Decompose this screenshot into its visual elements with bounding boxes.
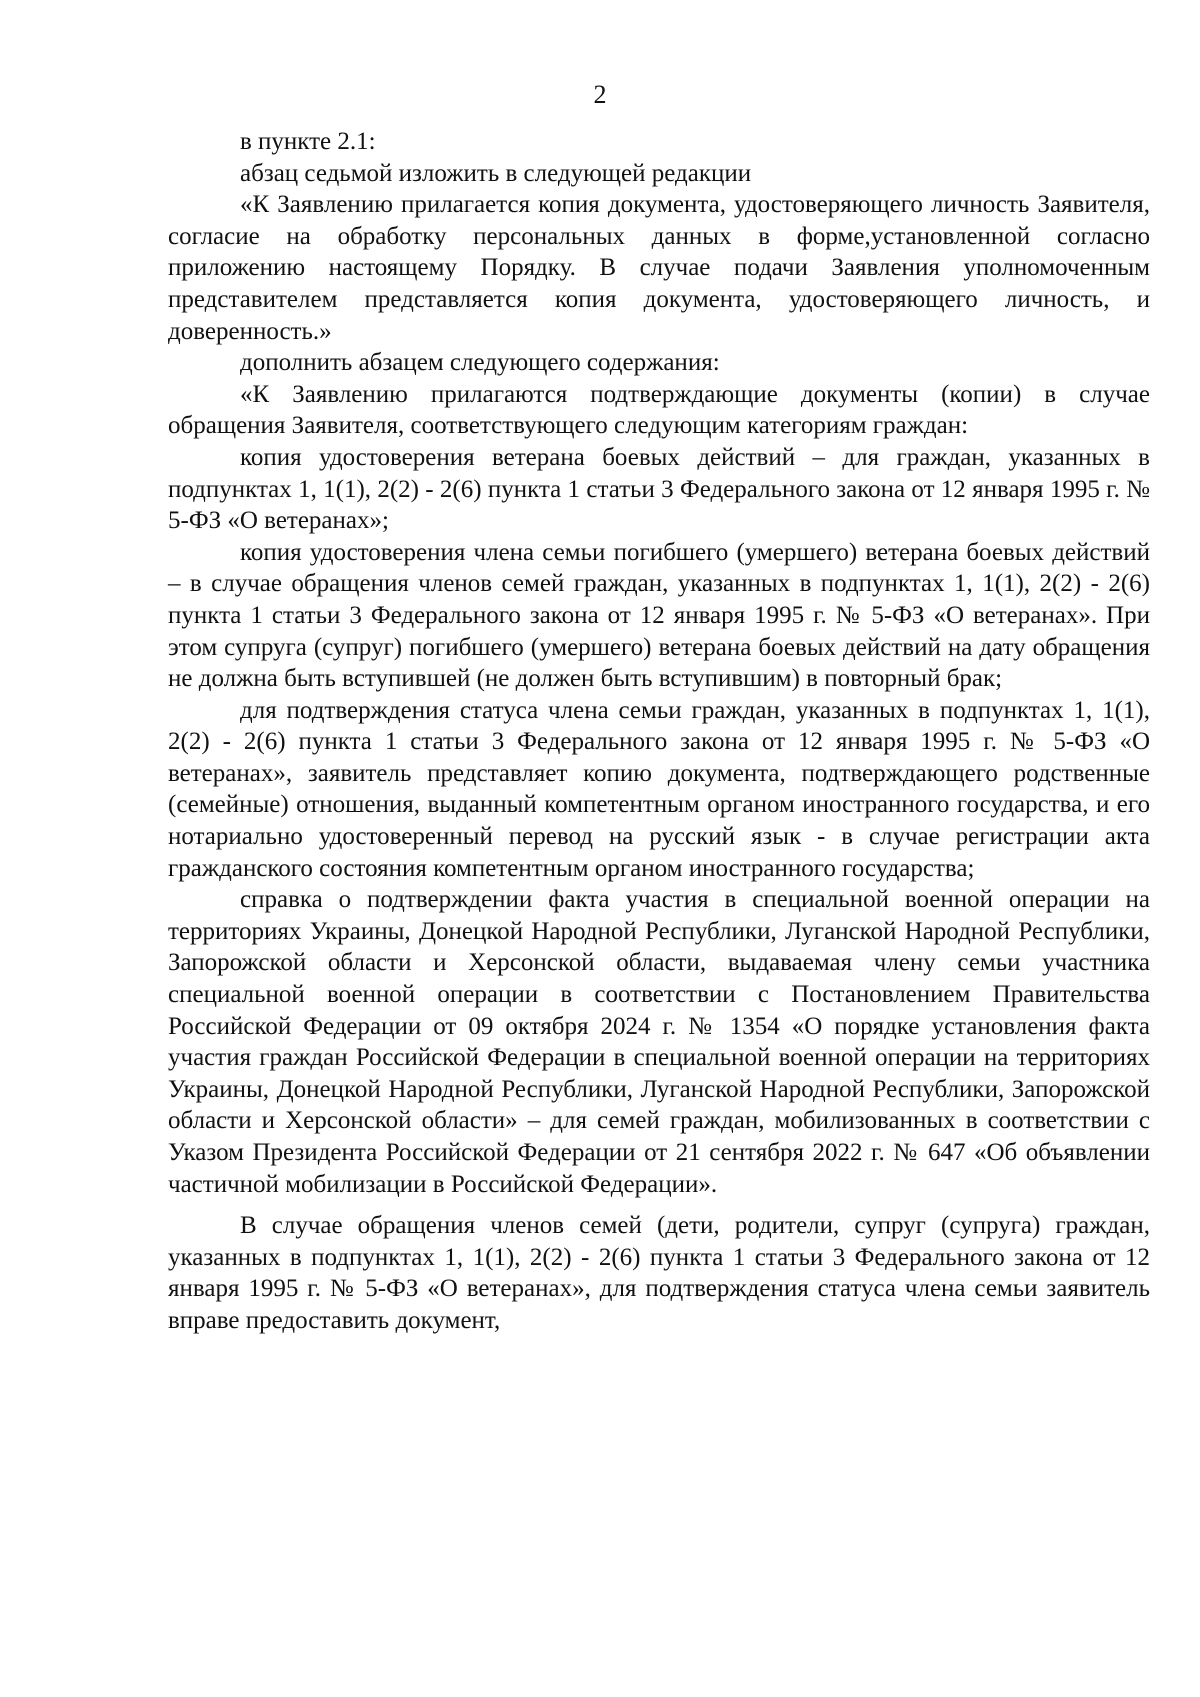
paragraph-family-certificate: копия удостоверения члена семьи погибшего (умершего) ветерана боевых действий – в случае обращения членов семей граждан, указанных в подпунктах 1, 1(1), 2(2) - 2(6) пункта 1 статьи 3 Федерального закона от 12 января 1995 г. № 5-ФЗ «О ветеранах». При этом супруга (супруг) погибшего (умершего) ветерана боевых действий на дату обращения не должна быть вступившей (не должен быть вступившим) в повторный брак;: [168, 538, 1150, 693]
paragraph-family-members: В случае обращения членов семей (дети, родители, супруг (супруга) граждан, указанных в подпунктах 1, 1(1), 2(2) - 2(6) пункта 1 статьи 3 Федерального закона от 12 января 1995 г. № 5-ФЗ «О ветеранах», для подтверждения статуса члена семьи заявитель вправе предоставить документ,: [168, 1212, 1150, 1334]
document-body: [168, 126, 1150, 1337]
paragraph-veteran-certificate: копия удостоверения ветерана боевых действий – для граждан, указанных в подпунктах 1, 1(1), 2(2) - 2(6) пункта 1 статьи 3 Федерального закона от 12 января 1995 г. № 5-ФЗ «О ветеранах»;: [168, 443, 1150, 535]
paragraph-supporting-documents: «К Заявлению прилагаются подтверждающие документы (копии) в случае обращения Заявителя, соответствующего следующим категориям граждан:: [168, 380, 1150, 440]
paragraph-new-wording: «К Заявлению прилагается копия документа, удостоверяющего личность Заявителя, согласие на обработку персональных данных в форме,установленной согласно приложению настоящему Порядку. В случае подачи Заявления уполномоченным представителем представляется копия документа, удостоверяющего личность, и доверенность.»: [168, 191, 1150, 345]
page-number: 2: [593, 80, 607, 109]
paragraph-supplement-instruction: дополнить абзацем следующего содержания:: [240, 349, 720, 377]
paragraph-svo-participation: справка о подтверждении факта участия в специальной военной операции на территориях Украины, Донецкой Народной Республики, Луганской Народной Республики, Запорожской области и Херсонской области, выдаваемая члену семьи участника специальной военной операции в соответствии с Постановлением Правительства Российской Федерации от 09 октября 2024 г. № 1354 «О порядке установления факта участия граждан Российской Федерации в специальной военной операции на территориях Украины, Донецкой Народной Республики, Луганской Народной Республики, Запорожской области и Херсонской области» – для семей граждан, мобилизованных в соответствии с Указом Президента Российской Федерации от 21 сентября 2022 г. № 647 «Об объявлении частичной мобилизации в Российской Федерации».: [168, 886, 1150, 1198]
paragraph-foreign-document: для подтверждения статуса члена семьи граждан, указанных в подпунктах 1, 1(1), 2(2) - 2(6) пункта 1 статьи 3 Федерального закона от 12 января 1995 г. № 5-ФЗ «О ветеранах», заявитель представляет копию документа, подтверждающего родственные (семейные) отношения, выданный компетентным органом иностранного государства, и его нотариально удостоверенный перевод на русский язык - в случае регистрации акта гражданского состояния компетентным органом иностранного государства;: [168, 696, 1150, 882]
paragraph-clause-ref: в пункте 2.1:: [240, 128, 376, 155]
paragraph-amend-instruction: абзац седьмой изложить в следующей редакции: [240, 159, 752, 187]
